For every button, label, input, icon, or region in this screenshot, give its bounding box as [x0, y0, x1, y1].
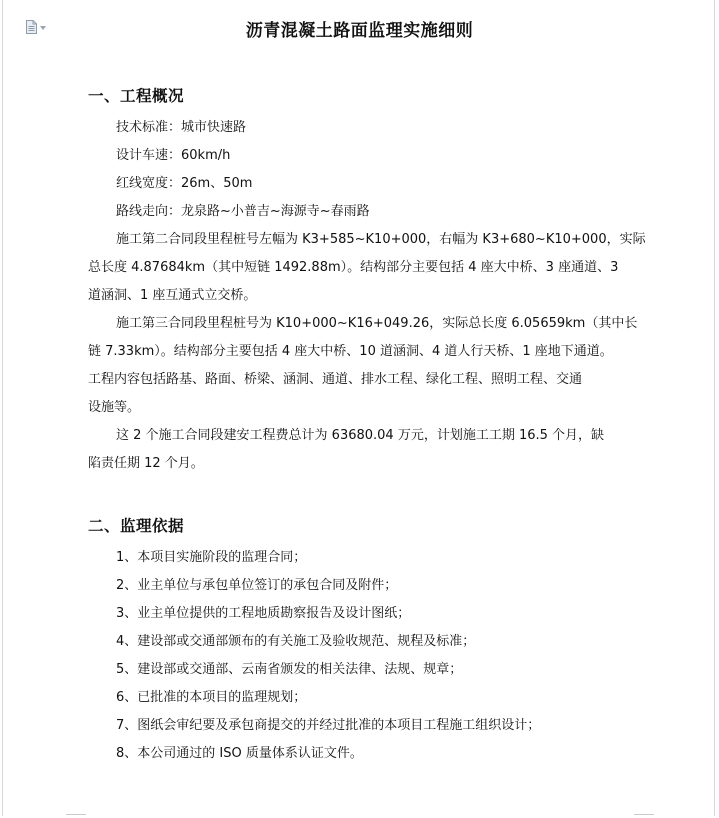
- paragraph-line: 这 2 个施工合同段建安工程费总计为 63680.04 万元，计划施工工期 16.5 个月，缺: [116, 428, 605, 443]
- paragraph-line: 陷责任期 12 个月。: [88, 456, 204, 471]
- paragraph-line: 施工第二合同段里程桩号左幅为 K3+585~K10+000，右幅为 K3+680~K10+000，实际: [116, 232, 646, 247]
- list-item: 7、图纸会审纪要及承包商提交的并经过批准的本项目工程施工组织设计；: [116, 718, 541, 733]
- paragraph-line: 总长度 4.87684km（其中短链 1492.88m）。结构部分主要包括 4 座大中桥、3 座通道、3: [88, 260, 619, 275]
- route-line: 路线走向：龙泉路~小普吉~海源寺~春雨路: [116, 204, 370, 219]
- paragraph-line: 链 7.33km）。结构部分主要包括 4 座大中桥、10 道涵洞、4 道人行天桥、1 座地下通道。: [88, 344, 613, 359]
- paragraph-line: 工程内容包括路基、路面、桥梁、涵洞、通道、排水工程、绿化工程、照明工程、交通: [88, 372, 583, 387]
- paragraph-line: 设施等。: [88, 400, 141, 415]
- list-item: 2、业主单位与承包单位签订的承包合同及附件；: [116, 578, 398, 593]
- page-corner-mark: [634, 814, 654, 818]
- document-title: 沥青混凝土路面监理实施细则: [245, 21, 474, 41]
- section-heading-basis: 二、监理依据: [88, 517, 185, 535]
- list-item: 8、本公司通过的 ISO 质量体系认证文件。: [116, 746, 363, 761]
- page-corner-mark: [66, 814, 86, 818]
- section-heading-overview: 一、工程概况: [88, 87, 185, 105]
- list-item: 3、业主单位提供的工程地质勘察报告及设计图纸；: [116, 606, 411, 621]
- design-speed-line: 设计车速：60km/h: [116, 148, 231, 163]
- list-item: 4、建设部或交通部颁布的有关施工及验收规范、规程及标准；: [116, 634, 476, 649]
- paragraph-line: 道涵洞、1 座互通式立交桥。: [88, 288, 257, 303]
- list-item: 1、本项目实施阶段的监理合同；: [116, 550, 307, 565]
- tech-standard-line: 技术标准：城市快速路: [116, 120, 247, 135]
- list-item: 5、建设部或交通部、云南省颁发的相关法律、法规、规章；: [116, 662, 463, 677]
- list-item: 6、已批准的本项目的监理规划；: [116, 690, 307, 705]
- paragraph-line: 施工第三合同段里程桩号为 K10+000~K16+049.26，实际总长度 6.05659km（其中长: [116, 316, 638, 331]
- redline-width-line: 红线宽度：26m、50m: [116, 176, 253, 191]
